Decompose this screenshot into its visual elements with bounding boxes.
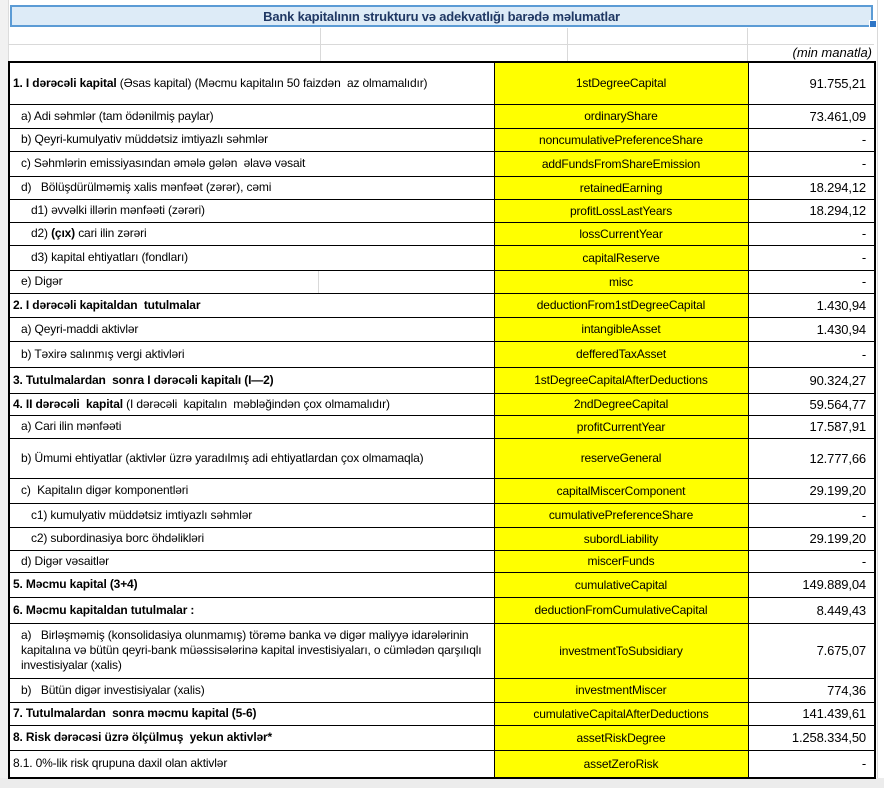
row-label-text: e) Digər <box>21 274 63 288</box>
row-value-cell[interactable]: 73.461,09 <box>748 104 875 128</box>
table-row <box>9 222 875 245</box>
table-row <box>9 317 875 341</box>
row-label-text: a) Cari ilin mənfəəti <box>21 419 122 433</box>
table-row <box>9 503 875 527</box>
row-label-text: 1. I dərəcəli kapital <box>13 75 117 90</box>
row-code-cell[interactable]: noncumulativePreferenceShare <box>494 128 748 151</box>
row-code-cell[interactable]: assetRiskDegree <box>494 725 748 750</box>
table-row <box>9 678 875 702</box>
row-label-text: a) Qeyri-maddi aktivlər <box>21 321 139 336</box>
row-value-cell[interactable]: - <box>748 750 875 778</box>
row-label-cell[interactable] <box>9 623 494 678</box>
row-code-cell[interactable]: lossCurrentYear <box>494 222 748 245</box>
row-label-text: c) Kapitalın digər komponentləri <box>21 483 189 497</box>
row-label-text: b) Ümumi ehtiyatlar (aktivlər üzrə yaradılmış adi ehtiyatlardan çox olmamaqla) <box>21 450 424 465</box>
table-row <box>9 572 875 597</box>
row-code-cell[interactable]: intangibleAsset <box>494 317 748 341</box>
row-value-cell[interactable]: 90.324,27 <box>748 367 875 393</box>
row-value-cell[interactable]: 91.755,21 <box>748 62 875 104</box>
row-label-text: 7. Tutulmalardan sonra məcmu kapital (5-6) <box>13 706 257 720</box>
row-code-cell[interactable]: cumulativeCapital <box>494 572 748 597</box>
row-label-text: 4. II dərəcəli kapital <box>13 396 123 411</box>
table-row <box>9 128 875 151</box>
row-label-cell[interactable] <box>9 245 494 270</box>
table-row <box>9 393 875 415</box>
table-row <box>9 725 875 750</box>
page-title: Bank kapitalının strukturu və adekvatlığı barədə məlumatlar <box>263 8 620 24</box>
row-value-cell[interactable]: 1.430,94 <box>748 317 875 341</box>
table-row <box>9 270 875 293</box>
row-label-cell[interactable] <box>9 678 494 702</box>
row-label-cell[interactable] <box>9 367 494 393</box>
row-code-cell[interactable]: 1stDegreeCapital <box>494 62 748 104</box>
table-row <box>9 527 875 550</box>
row-code-cell[interactable]: cumulativePreferenceShare <box>494 503 748 527</box>
row-value-cell[interactable]: - <box>748 245 875 270</box>
row-label-cell[interactable] <box>9 151 494 176</box>
row-code-cell[interactable]: profitLossLastYears <box>494 199 748 222</box>
row-code-cell[interactable]: addFundsFromShareEmission <box>494 151 748 176</box>
row-code-cell[interactable]: cumulativeCapitalAfterDeductions <box>494 702 748 725</box>
row-label-cell[interactable] <box>9 176 494 199</box>
row-label-text: b) Qeyri-kumulyativ müddətsiz imtiyazlı səhmlər <box>21 132 269 146</box>
row-label-text: c1) kumulyativ müddətsiz imtiyazlı səhmlər <box>31 507 253 522</box>
row-label-text: (çıx) <box>51 226 76 240</box>
table-row <box>9 438 875 478</box>
row-label-text: d) Digər vəsaitlər <box>21 553 109 568</box>
row-label-cell[interactable] <box>9 293 494 317</box>
row-value-cell[interactable]: 774,36 <box>748 678 875 702</box>
table-row <box>9 478 875 503</box>
sheet-bottom-margin <box>0 778 884 788</box>
row-label-cell[interactable] <box>9 478 494 503</box>
row-code-cell[interactable]: 1stDegreeCapitalAfterDeductions <box>494 367 748 393</box>
row-label-text: (I dərəcəli kapitalın məbləğindən çox olmamalıdır) <box>122 396 390 411</box>
table-row <box>9 750 875 778</box>
row-value-cell[interactable]: 17.587,91 <box>748 415 875 438</box>
row-value-cell[interactable]: 1.430,94 <box>748 293 875 317</box>
row-label-cell[interactable] <box>9 438 494 478</box>
row-label-cell[interactable] <box>9 503 494 527</box>
row-code-cell[interactable]: deductionFromCumulativeCapital <box>494 597 748 623</box>
row-label-cell[interactable] <box>9 750 494 778</box>
row-code-cell[interactable]: miscerFunds <box>494 550 748 572</box>
row-label-text: c) Səhmlərin emissiyasından əmələ gələn əlavə vəsait <box>21 156 306 170</box>
row-code-cell[interactable]: subordLiability <box>494 527 748 550</box>
row-label-text: a) Birləşməmiş (konsolidasiya olunmamış) törəmə banka və digər maliyyə idarələrinin kapitalına və bütün qeyri-bank müəssisələrinə kapital investisiyaları, o cümlədən qarşılıqlı investisiyalar (xalis) <box>21 628 485 672</box>
selection-fill-handle[interactable] <box>869 20 877 28</box>
row-label-cell[interactable] <box>9 341 494 367</box>
row-label-text: b) Təxirə salınmış vergi aktivləri <box>21 346 185 361</box>
row-label-cell[interactable] <box>9 572 494 597</box>
row-label-cell[interactable] <box>9 393 494 415</box>
row-label-cell[interactable] <box>9 128 494 151</box>
table-row <box>9 597 875 623</box>
row-code-cell[interactable]: 2ndDegreeCapital <box>494 393 748 415</box>
row-label-cell[interactable] <box>9 199 494 222</box>
row-value-cell[interactable]: - <box>748 341 875 367</box>
capital-structure-table <box>8 61 876 779</box>
table-row <box>9 341 875 367</box>
table-row <box>9 550 875 572</box>
row-label-cell[interactable] <box>9 415 494 438</box>
row-code-cell[interactable]: reserveGeneral <box>494 438 748 478</box>
unit-note: (min manatla) <box>792 45 872 60</box>
row-label-cell[interactable] <box>9 597 494 623</box>
row-value-cell[interactable]: 7.675,07 <box>748 623 875 678</box>
row-label-text: d2) <box>31 226 52 240</box>
row-value-cell[interactable]: - <box>748 503 875 527</box>
row-label-text: d3) kapital ehtiyatları (fondları) <box>31 250 188 264</box>
row-label-text: 2. I dərəcəli kapitaldan tutulmalar <box>13 297 201 312</box>
row-code-cell[interactable]: investmentMiscer <box>494 678 748 702</box>
row-value-cell[interactable]: 1.258.334,50 <box>748 725 875 750</box>
row-code-cell[interactable]: capitalReserve <box>494 245 748 270</box>
row-code-cell[interactable]: capitalMiscerComponent <box>494 478 748 503</box>
row-code-cell[interactable]: misc <box>494 270 748 293</box>
row-value-cell[interactable]: 8.449,43 <box>748 597 875 623</box>
table-row <box>9 176 875 199</box>
row-label-cell[interactable] <box>9 317 494 341</box>
title-cell[interactable] <box>10 5 873 27</box>
table-row <box>9 151 875 176</box>
row-code-cell[interactable]: deductionFrom1stDegreeCapital <box>494 293 748 317</box>
table-row <box>9 199 875 222</box>
row-value-cell[interactable]: 18.294,12 <box>748 199 875 222</box>
row-code-cell[interactable]: ordinaryShare <box>494 104 748 128</box>
table-row <box>9 293 875 317</box>
row-label-text: 3. Tutulmalardan sonra I dərəcəli kapitalı (I—2) <box>13 372 274 387</box>
table-row <box>9 62 875 104</box>
row-label-text: 8. Risk dərəcəsi üzrə ölçülmuş yekun aktivlər* <box>13 730 273 744</box>
row-label-cell[interactable] <box>9 104 494 128</box>
row-code-cell[interactable]: profitCurrentYear <box>494 415 748 438</box>
row-label-text: a) Adi səhmlər (tam ödənilmiş paylar) <box>21 108 214 123</box>
row-code-cell[interactable]: assetZeroRisk <box>494 750 748 778</box>
row-label-cell[interactable] <box>9 702 494 725</box>
row-label-text: cari ilin zərəri <box>75 226 147 240</box>
row-value-cell[interactable]: - <box>748 550 875 572</box>
row-value-cell[interactable]: - <box>748 128 875 151</box>
row-label-text: d1) əvvəlki illərin mənfəəti (zərəri) <box>31 203 205 217</box>
row-label-cell[interactable] <box>9 725 494 750</box>
row-value-cell[interactable]: - <box>748 222 875 245</box>
row-label-text: c2) subordinasiya borc öhdəlikləri <box>31 531 204 545</box>
table-row <box>9 104 875 128</box>
table-row <box>9 367 875 393</box>
row-value-cell[interactable]: - <box>748 151 875 176</box>
row-label-cell[interactable] <box>9 222 494 245</box>
table-row <box>9 623 875 678</box>
row-label-text: 6. Məcmu kapitaldan tutulmalar : <box>13 602 195 617</box>
row-code-cell[interactable]: retainedEarning <box>494 176 748 199</box>
table-row <box>9 245 875 270</box>
row-label-text: 8.1. 0%-lik risk qrupuna daxil olan aktivlər <box>13 756 228 771</box>
row-value-cell[interactable]: 141.439,61 <box>748 702 875 725</box>
row-label-cell[interactable] <box>9 527 494 550</box>
row-value-cell[interactable]: 18.294,12 <box>748 176 875 199</box>
row-value-cell[interactable]: - <box>748 270 875 293</box>
row-value-cell[interactable]: 59.564,77 <box>748 393 875 415</box>
row-label-text: b) Bütün digər investisiyalar (xalis) <box>21 682 205 697</box>
row-value-cell[interactable]: 12.777,66 <box>748 438 875 478</box>
row-value-cell[interactable]: 29.199,20 <box>748 478 875 503</box>
row-code-cell[interactable]: defferedTaxAsset <box>494 341 748 367</box>
row-label-text: 5. Məcmu kapital (3+4) <box>13 577 138 591</box>
table-row <box>9 702 875 725</box>
row-label-text: d) Bölüşdürülməmiş xalis mənfəət (zərər), cəmi <box>21 180 272 194</box>
table-row <box>9 415 875 438</box>
row-label-cell[interactable] <box>9 550 494 572</box>
gridline-vertical <box>877 0 878 778</box>
row-code-cell[interactable]: investmentToSubsidiary <box>494 623 748 678</box>
row-label-text: (Əsas kapital) (Məcmu kapitalın 50 faizdən az olmamalıdır) <box>116 75 428 90</box>
row-value-cell[interactable]: 149.889,04 <box>748 572 875 597</box>
row-label-cell[interactable] <box>9 62 494 104</box>
row-label-cell[interactable] <box>9 270 494 293</box>
row-value-cell[interactable]: 29.199,20 <box>748 527 875 550</box>
